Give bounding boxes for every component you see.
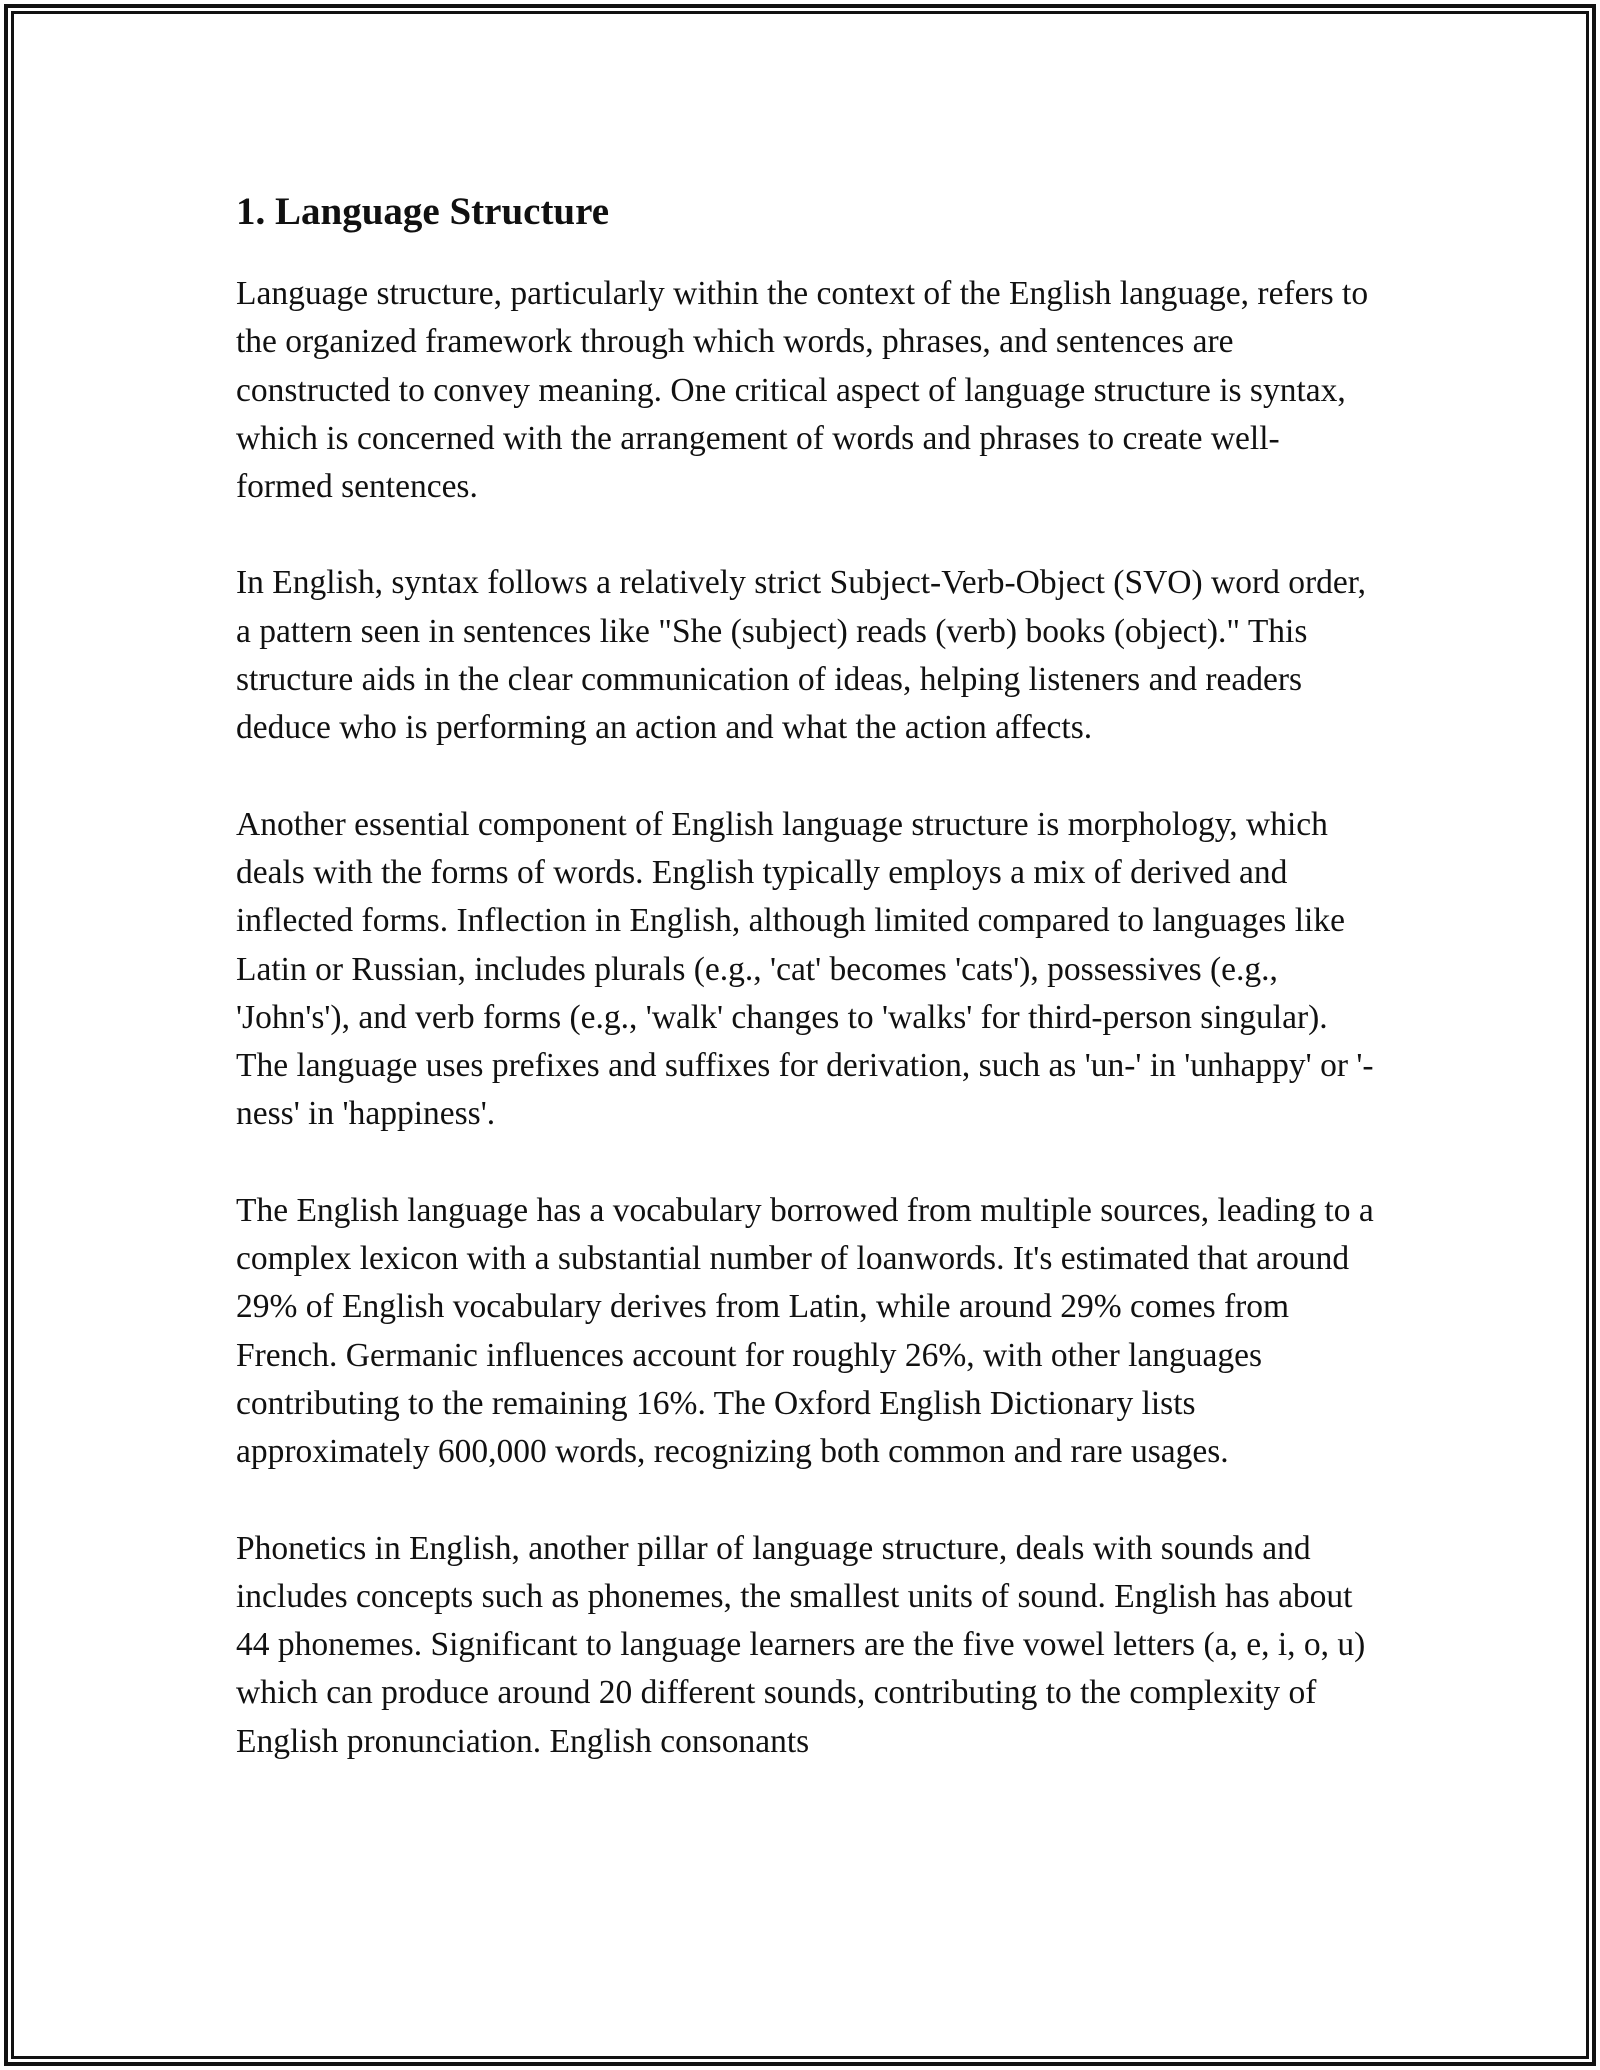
paragraph-morphology: Another essential component of English language structure is morphology, which deals with the forms of words. English typically employs a mix of derived and inflected forms. Inflection in English, although limited compared to languages like Latin or Russian, includes plurals (e.g., 'cat' becomes 'cats'), possessives (e.g., 'John's'), and verb forms (e.g., 'walk' changes to 'walks' for third-person singular). The language uses prefixes and suffixes for derivation, such as 'un-' in 'unhappy' or '-ness' in 'happiness'. (236, 805, 1374, 1133)
document-body (236, 184, 1376, 1766)
paragraph-phonetics: Phonetics in English, another pillar of language structure, deals with sounds and includes concepts such as phonemes, the smallest units of sound. English has about 44 phonemes. Significant to language learners are the five vowel letters (a, e, i, o, u) which can produce around 20 different sounds, contributing to the complexity of English pronunciation. English consonants (236, 1529, 1366, 1760)
section-title: 1. Language Structure (236, 190, 610, 233)
paragraph-vocabulary: The English language has a vocabulary borrowed from multiple sources, leading to a complex lexicon with a substantial number of loanwords. It's estimated that around 29% of English vocabulary derives from Latin, while around 29% comes from French. Germanic influences account for roughly 26%, with other languages contributing to the remaining 16%. The Oxford English Dictionary lists approximately 600,000 words, recognizing both common and rare usages. (236, 1191, 1374, 1471)
paragraph-svo-order: In English, syntax follows a relatively strict Subject-Verb-Object (SVO) word order, a pattern seen in sentences like "She (subject) reads (verb) books (object)." This structure aids in the clear communication of ideas, helping listeners and readers deduce who is performing an action and what the action affects. (236, 564, 1366, 747)
paragraph-syntax-intro: Language structure, particularly within the context of the English language, refers to the organized framework through which words, phrases, and sentences are constructed to convey meaning. One critical aspect of language structure is syntax, which is concerned with the arrangement of words and phrases to create well-formed sentences. (236, 275, 1369, 506)
